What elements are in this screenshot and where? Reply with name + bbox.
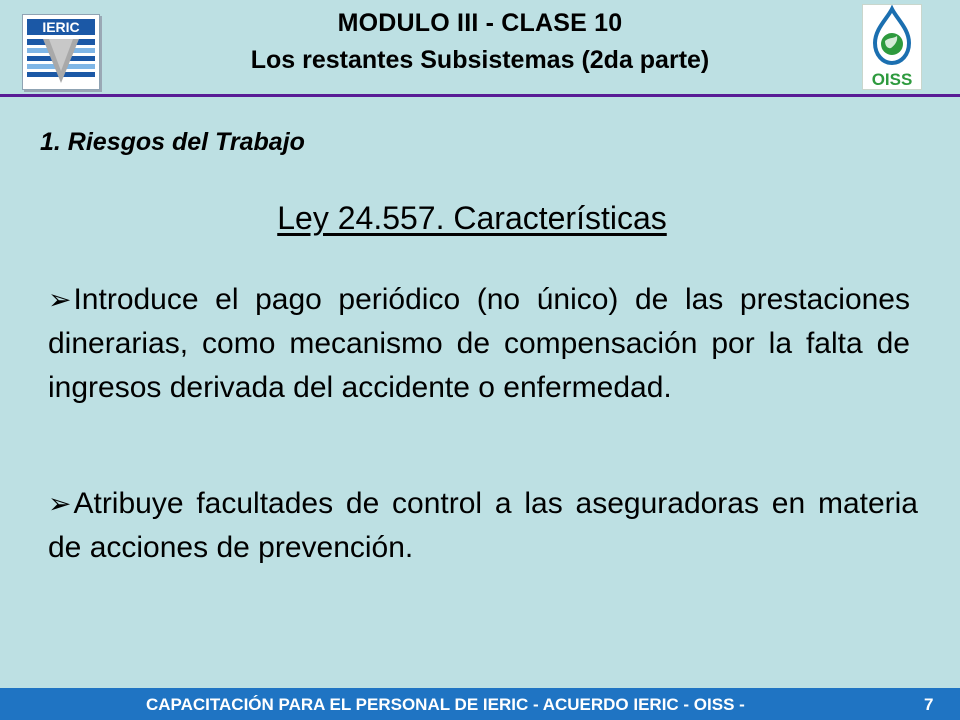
bullet-item (48, 482, 918, 570)
bullet-text: Atribuye facultades de control a las aseguradoras en materia de acciones de prevención. (48, 487, 918, 564)
slide-topic-title: Ley 24.557. Características (277, 200, 667, 236)
header-divider (0, 94, 960, 97)
arrow-bullet-icon: ➢ (48, 488, 72, 519)
slide-header (0, 0, 960, 95)
slide-title: MODULO III - CLASE 10 (337, 9, 623, 37)
page-number: 7 (924, 695, 934, 714)
oiss-logo-icon (863, 5, 921, 89)
arrow-bullet-icon: ➢ (48, 284, 72, 315)
oiss-logo (862, 4, 922, 90)
footer-text: CAPACITACIÓN PARA EL PERSONAL DE IERIC - ACUERDO IERIC - OISS - (146, 695, 745, 714)
svg-text:OISS: OISS (871, 70, 913, 89)
slide-subtitle-header: Los restantes Subsistemas (2da parte) (250, 46, 710, 74)
svg-text:IERIC: IERIC (42, 19, 80, 35)
section-heading: 1. Riesgos del Trabajo (40, 128, 305, 156)
bullet-item (48, 278, 910, 410)
bullet-text: Introduce el pago periódico (no único) de las prestaciones dinerarias, como mecanismo de compensación por la falta de ingresos derivada del accidente o enfermedad. (48, 283, 910, 404)
